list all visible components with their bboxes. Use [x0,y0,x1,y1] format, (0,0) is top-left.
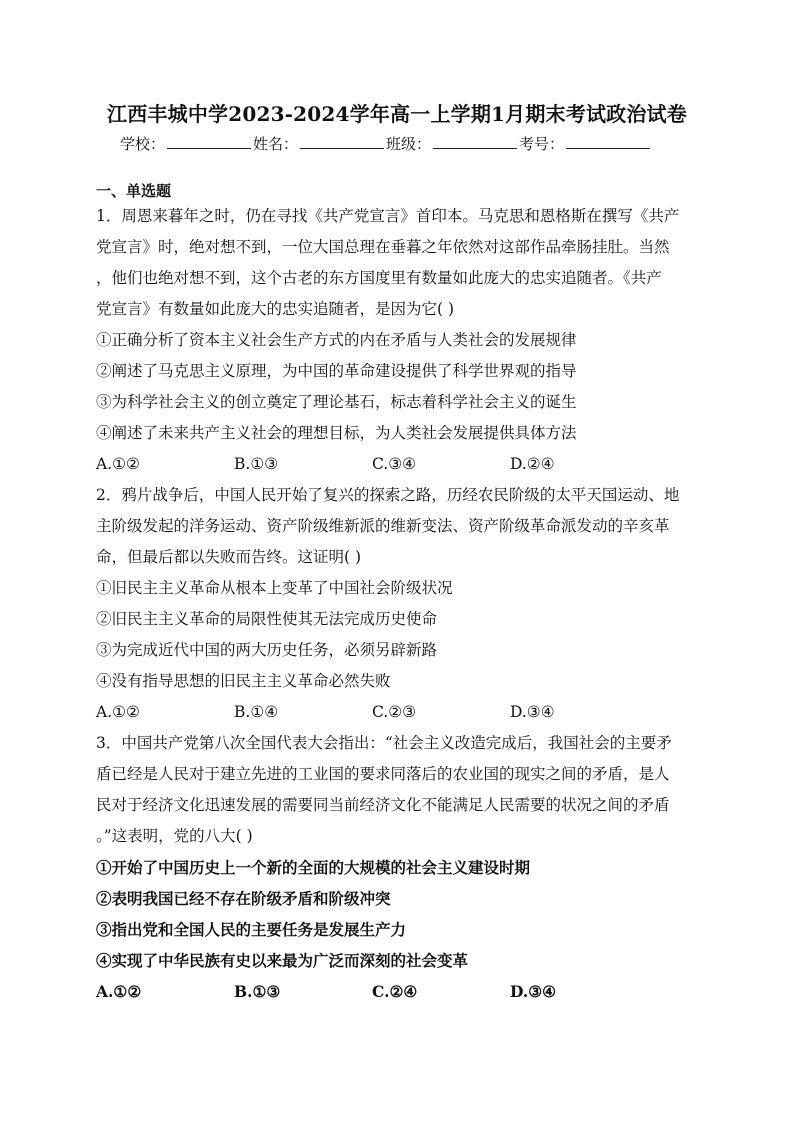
page-title: 江西丰城中学2023-2024学年高一上学期1月期末考试政治试卷 [107,102,687,126]
question-option: ③为完成近代中国的两大历史任务，必须另辟新路 [96,641,438,659]
choice-c: C.②③ [372,703,417,721]
question-stem-line: 3．中国共产党第八次全国代表大会指出：“社会主义改造完成后，我国社会的主要矛 [96,734,672,752]
question-stem-line: 盾已经是人民对于建立先进的工业国的要求同落后的农业国的现实之间的矛盾，是人 [96,765,670,783]
question-1 [96,201,702,480]
student-info-line [120,133,680,154]
question-stem-line: 命，但最后都以失败而告终。这证明( ) [96,548,362,566]
question-option: ④实现了中华民族有史以来最为广泛而深刻的社会变革 [96,951,469,970]
question-stem-line: 党宣言》时，绝对想不到，一位大国总理在垂暮之年依然对这部作品牵肠挂肚。当然 [96,238,670,256]
question-option: ①开始了中国历史上一个新的全面的大规模的社会主义建设时期 [96,858,531,877]
question-option: ②阐述了马克思主义原理，为中国的革命建设提供了科学世界观的指导 [96,362,577,380]
question-option: ②表明我国已经不存在阶级矛盾和阶级冲突 [96,889,391,908]
choice-d: D.②④ [510,455,555,473]
question-option: ④没有指导思想的旧民主主义革命必然失败 [96,672,391,690]
school-blank [167,134,251,149]
number-label: 考号： [519,135,565,153]
choice-c: C.③④ [372,455,417,473]
choice-a: A.①② [96,703,140,721]
question-3 [96,728,702,1007]
name-blank [300,134,384,149]
question-stem-line: 2．鸦片战争后，中国人民开始了复兴的探索之路，历经农民阶级的太平天国运动、地 [96,486,680,504]
section-title: 一、单选题 [96,182,172,200]
question-option: ②旧民主主义革命的局限性使其无法完成历史使命 [96,610,438,628]
question-option: ①正确分析了资本主义社会生产方式的内在矛盾与人类社会的发展规律 [96,331,577,349]
class-blank [433,134,517,149]
choice-a: A.①② [96,982,142,1001]
question-option: ①旧民主主义革命从根本上变革了中国社会阶级状况 [96,579,453,597]
choice-b: B.①③ [234,982,281,1001]
question-option: ③指出党和全国人民的主要任务是发展生产力 [96,920,407,939]
question-stem-line: 1．周恩来暮年之时，仍在寻找《共产党宣言》首印本。马克思和恩格斯在撰写《共产 [96,207,680,225]
question-2 [96,480,702,728]
number-blank [566,134,650,149]
school-label: 学校： [120,135,166,153]
question-stem-line: 。”这表明，党的八大( ) [96,827,253,845]
answer-choices [96,697,702,728]
choice-d: D.③④ [510,703,555,721]
choice-b: B.①④ [234,703,279,721]
question-option: ④阐述了未来共产主义社会的理想目标，为人类社会发展提供具体方法 [96,424,577,442]
choice-c: C.②④ [372,982,418,1001]
answer-choices [96,449,702,480]
question-stem-line: 民对于经济文化迅速发展的需要同当前经济文化不能满足人民需要的状况之间的矛盾 [96,796,670,814]
answer-choices [96,976,702,1007]
question-option: ③为科学社会主义的创立奠定了理论基石，标志着科学社会主义的诞生 [96,393,577,411]
question-stem-line: 党宣言》有数量如此庞大的忠实追随者，是因为它( ) [96,300,455,318]
class-label: 班级： [386,135,432,153]
question-stem-line: ，他们也绝对想不到，这个古老的东方国度里有数量如此庞大的忠实追随者。《共产 [96,269,662,287]
name-label: 姓名： [253,135,299,153]
question-stem-line: 主阶级发起的洋务运动、资产阶级维新派的维新变法、资产阶级革命派发动的辛亥革 [96,517,670,535]
choice-b: B.①③ [234,455,279,473]
choice-d: D.③④ [510,982,557,1001]
choice-a: A.①② [96,455,140,473]
